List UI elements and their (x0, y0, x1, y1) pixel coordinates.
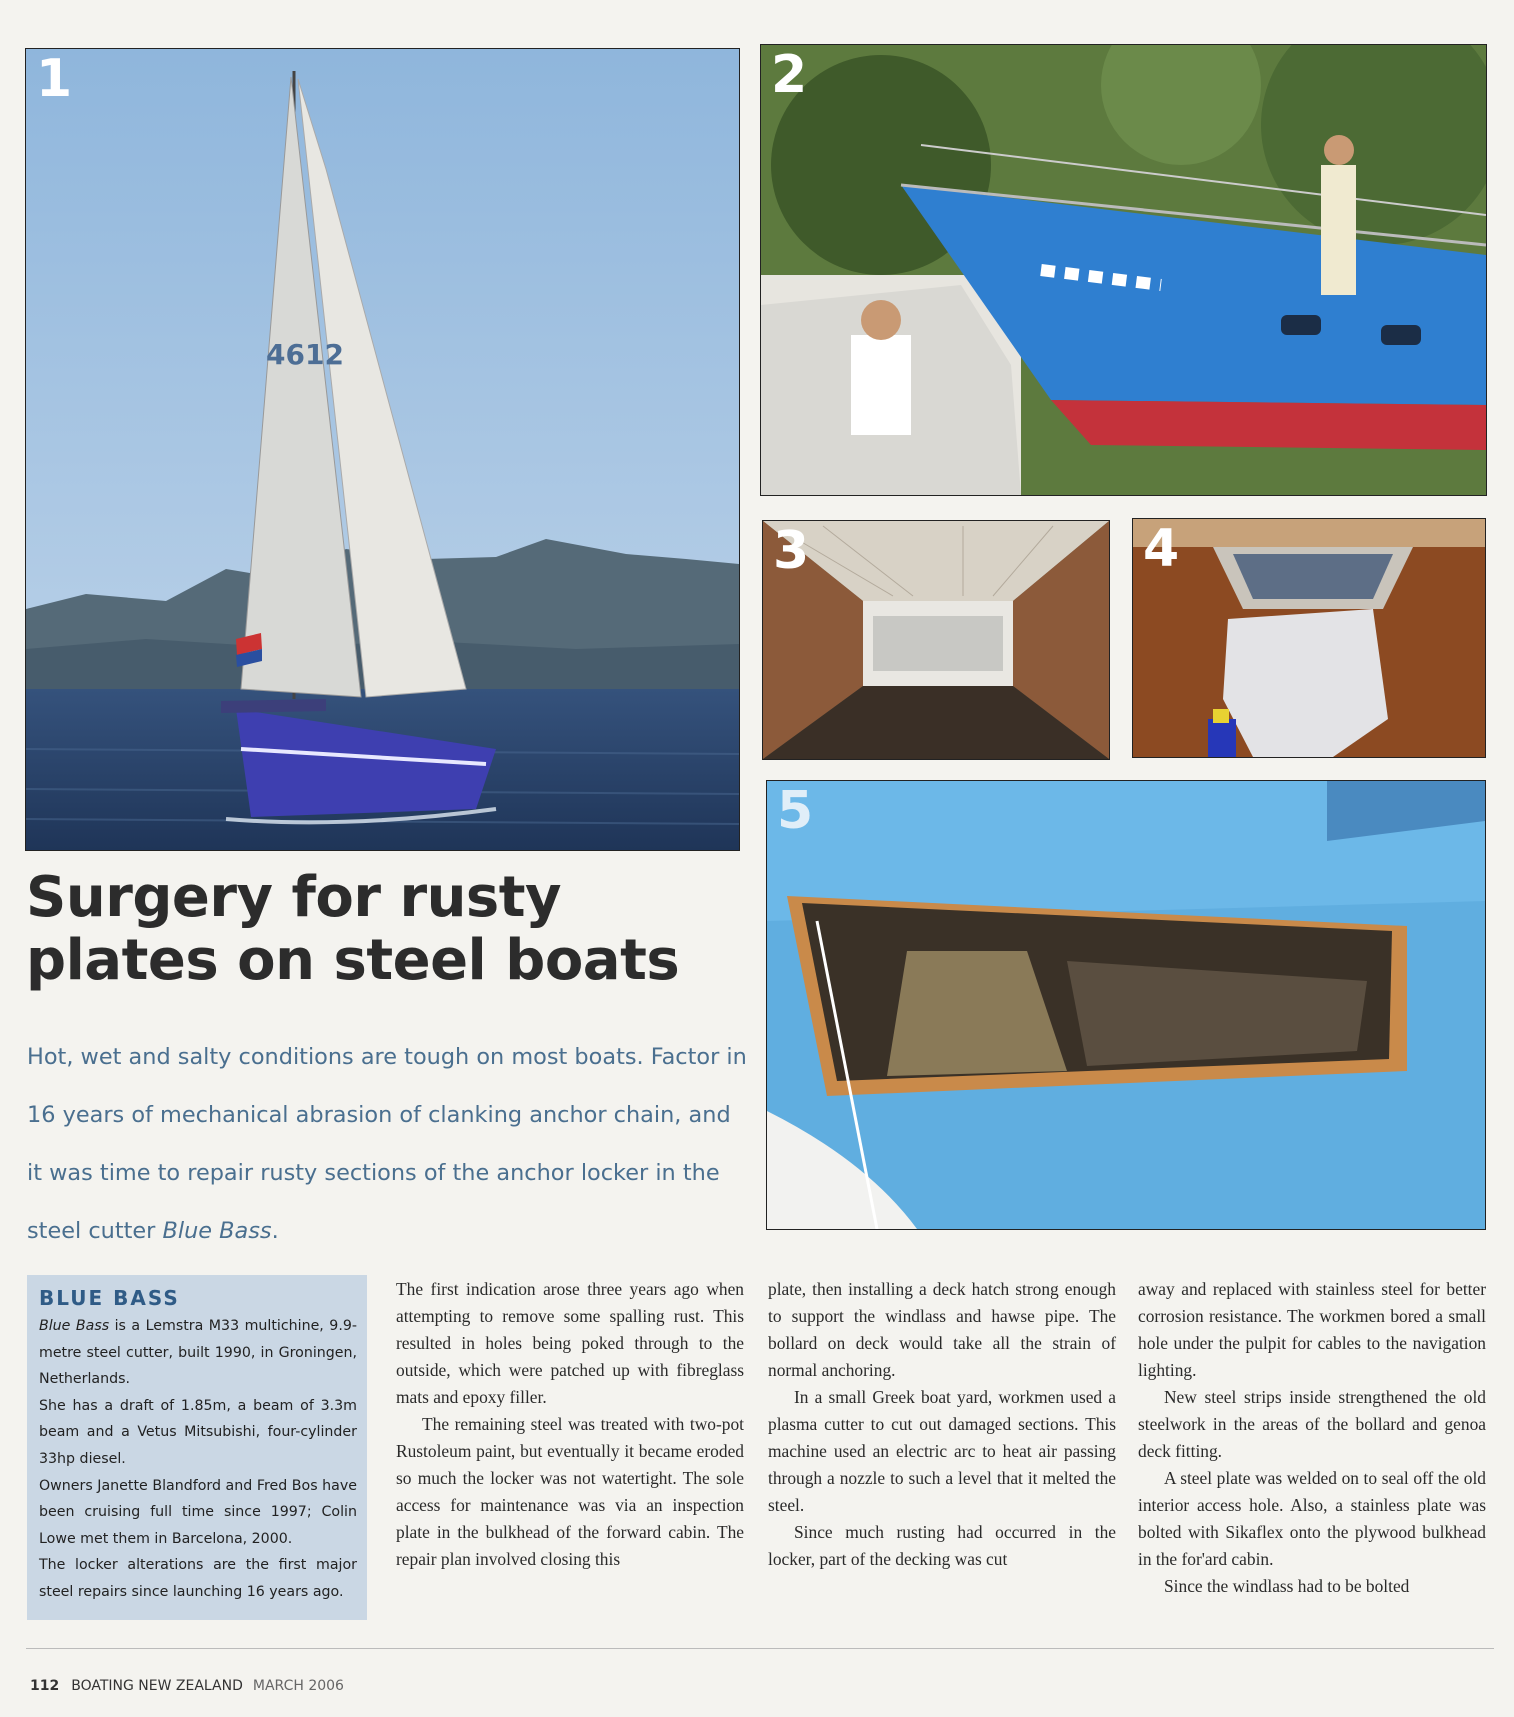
fact-box-boat-name: Blue Bass (39, 1318, 110, 1334)
body-paragraph: plate, then installing a deck hatch strong enough to support the windlass and hawse pipe. The bollard on deck would take all the strain of normal anchoring. (768, 1279, 1116, 1380)
magazine-name: BOATING NEW ZEALAND (71, 1678, 243, 1694)
issue-date: MARCH 2006 (252, 1678, 344, 1694)
fact-box-text-1: is a Lemstra M33 multichine, 9.9-metre steel cutter, built 1990, in Groningen, Netherlands. (39, 1318, 357, 1388)
photo-1-number: 1 (36, 49, 73, 109)
body-column-2 (768, 1276, 1116, 1573)
photo-5-number: 5 (777, 781, 814, 841)
photo-3-locker-interior (762, 520, 1110, 760)
article-standfirst (27, 1028, 747, 1260)
body-paragraph: Since the windlass had to be bolted (1164, 1576, 1410, 1596)
sailboat-illustration (26, 49, 739, 850)
body-paragraph: The first indication arose three years ago when attempting to remove some spalling rust. This resulted in holes being poked through to the outside, which were patched up with fibreglass mats and epoxy filler. (396, 1279, 744, 1407)
body-paragraph: away and replaced with stainless steel for better corrosion resistance. The workmen bored a small hole under the pulpit for cables to the navigation lighting. (1138, 1279, 1486, 1380)
fact-box-title: BLUE BASS (39, 1286, 180, 1310)
body-paragraph: The remaining steel was treated with two-pot Rustoleum paint, but eventually it became eroded so much the locker was not watertight. The sole access for maintenance was via an inspection plate in the bulkhead of the forward cabin. The repair plan involved closing this (396, 1414, 744, 1569)
locker-interior-illustration (763, 521, 1109, 759)
headline-line-1: Surgery for rusty (26, 865, 562, 930)
photo-4-bulkhead (1132, 518, 1486, 758)
body-column-3 (1138, 1276, 1486, 1600)
footer-rule (26, 1648, 1494, 1649)
fact-box-paragraph-2: She has a draft of 1.85m, a beam of 3.3m beam and a Vetus Mitsubishi, four-cylinder 33hp diesel. (39, 1397, 357, 1467)
page-footer (30, 1678, 344, 1694)
photo-5-hull-cutout (766, 780, 1486, 1230)
body-column-1 (396, 1276, 744, 1573)
headline-line-2: plates on steel boats (26, 928, 680, 994)
body-paragraph: A steel plate was welded on to seal off the old interior access hole. Also, a stainless plate was bolted with Sikaflex onto the plywood bulkhead in the for'ard cabin. (1138, 1468, 1486, 1569)
blue-bass-fact-box (27, 1275, 367, 1620)
page-number: 112 (30, 1678, 60, 1694)
body-paragraph: In a small Greek boat yard, workmen used a plasma cutter to cut out damaged sections. This machine used an electric arc to heat air passing through a nozzle to such a level that it melted the steel. (768, 1387, 1116, 1515)
fact-box-paragraph-3: Owners Janette Blandford and Fred Bos have been cruising full time since 1997; Colin Lowe met them in Barcelona, 2000. (39, 1477, 357, 1547)
photo-2-hull-work (760, 44, 1487, 496)
photo-4-number: 4 (1143, 519, 1180, 579)
body-paragraph: Since much rusting had occurred in the locker, part of the decking was cut (768, 1522, 1116, 1569)
fact-box-paragraph-1 (39, 1313, 357, 1393)
fact-box-paragraph-4: The locker alterations are the first major steel repairs since launching 16 years ago. (39, 1557, 357, 1600)
hull-work-illustration (761, 45, 1486, 495)
standfirst-end: . (271, 1218, 279, 1244)
sail-number-label: 4612 (266, 338, 344, 371)
article-headline (26, 866, 746, 993)
hull-cutout-illustration (767, 781, 1485, 1229)
bulkhead-illustration (1133, 519, 1485, 757)
standfirst-boat-name: Blue Bass (162, 1218, 272, 1244)
standfirst-text: Hot, wet and salty conditions are tough on most boats. Factor in 16 years of mechanical abrasion of clanking anchor chain, and it was time to repair rusty sections of the anchor locker in the steel cutter (27, 1044, 747, 1244)
body-paragraph: New steel strips inside strengthened the old steelwork in the areas of the bollard and genoa deck fitting. (1138, 1387, 1486, 1461)
photo-2-number: 2 (771, 45, 808, 105)
photo-1-sailboat (25, 48, 740, 851)
photo-3-number: 3 (773, 521, 810, 581)
